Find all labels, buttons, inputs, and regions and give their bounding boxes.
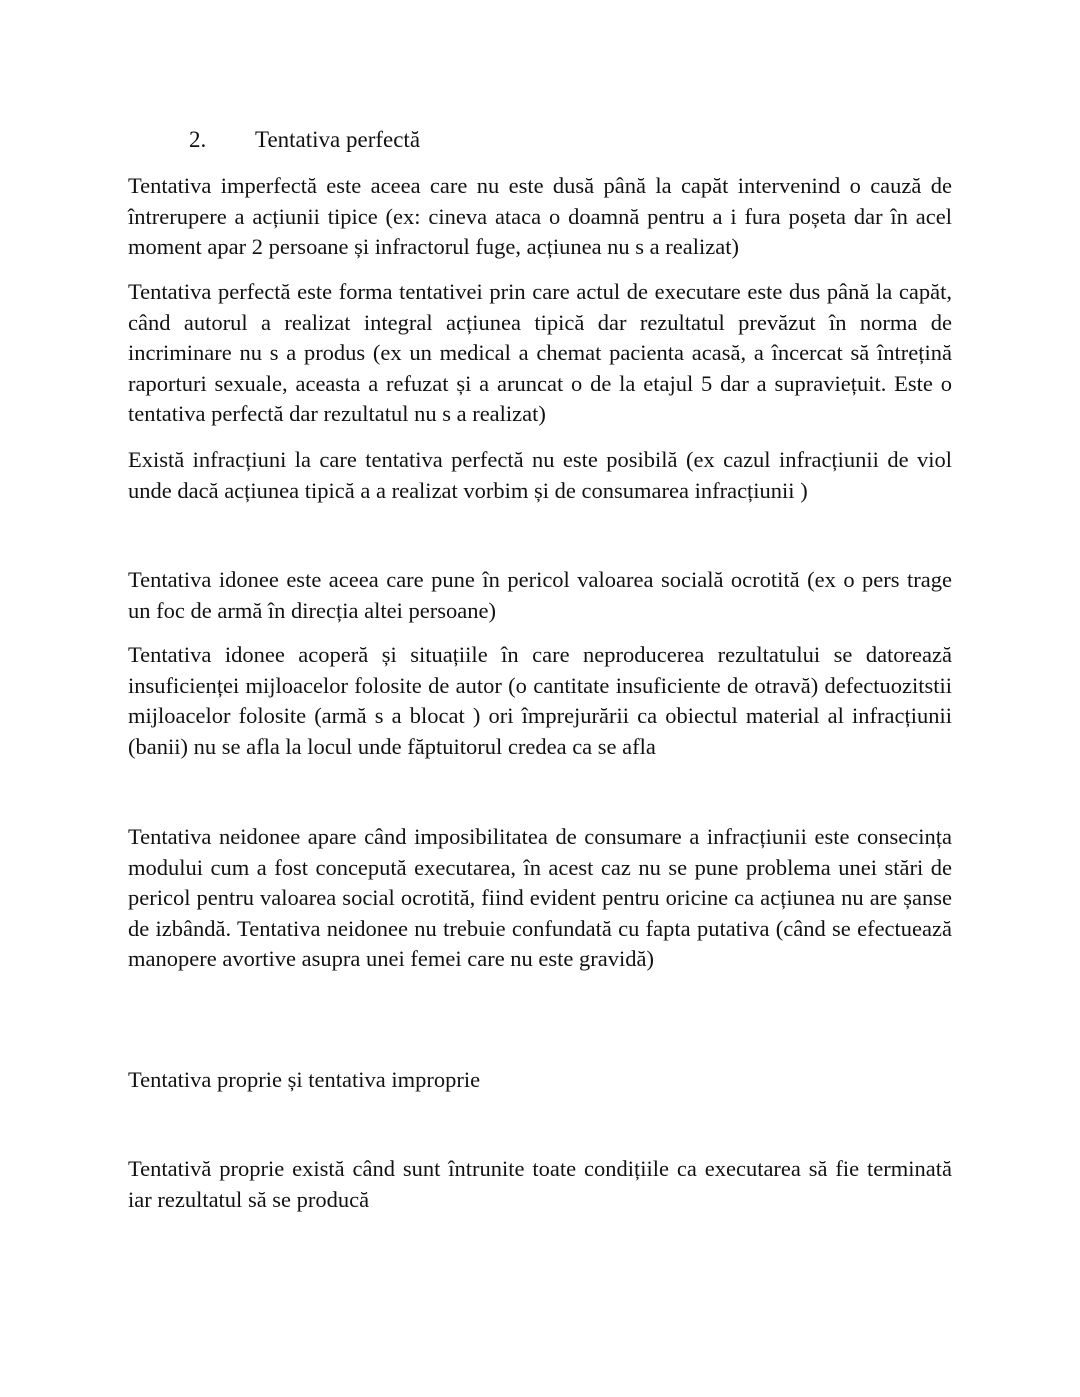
paragraph-exceptii: Există infracțiuni la care tentativa perfectă nu este posibilă (ex cazul infracțiunii de viol unde dacă acțiunea tipică a a realizat vorbim și de consumarea infracțiunii ) bbox=[128, 447, 952, 503]
paragraph-tentativa-idonee: Tentativa idonee este aceea care pune în pericol valoarea socială ocrotită (ex o pers trage un foc de armă în direcția altei persoane) bbox=[128, 567, 952, 623]
section-number: 2. bbox=[189, 127, 207, 152]
section-heading bbox=[189, 125, 420, 155]
paragraph-tentativa-perfecta: Tentativa perfectă este forma tentativei prin care actul de executare este dus până la capăt, când autorul a realizat integral acțiunea tipică dar rezultatul prevăzut în norma de incriminare nu s a produs (ex un medical a chemat pacienta acasă, a încercat să întrețină raporturi sexuale, aceasta a refuzat și a aruncat o de la etajul 5 dar a supraviețuit. Este o tentativa perfectă dar rezultatul nu s a realizat) bbox=[128, 279, 952, 426]
subheading-proprie-improprie: Tentativa proprie și tentativa improprie bbox=[128, 1067, 481, 1092]
paragraph-tentativa-imperfecta: Tentativa imperfectă este aceea care nu este dusă până la capăt intervenind o cauză de întrerupere a acțiunii tipice (ex: cineva ataca o doamnă pentru a i fura poșeta dar în acel moment apar 2 persoane și infractorul fuge, acțiunea nu s a realizat) bbox=[128, 173, 952, 259]
paragraph-tentativa-proprie: Tentativă proprie există când sunt întrunite toate condițiile ca executarea să fie terminată iar rezultatul să se producă bbox=[128, 1156, 952, 1212]
paragraph-tentativa-neidonee: Tentativa neidonee apare când imposibilitatea de consumare a infracțiunii este consecința modului cum a fost concepută executarea, în acest caz nu se pune problema unei stări de pericol pentru valoarea social ocrotită, fiind evident pentru oricine ca acțiunea nu are șanse de izbândă. Tentativa neidonee nu trebuie confundată cu fapta putativa (când se efectuează manopere avortive asupra unei femei care nu este gravidă) bbox=[128, 824, 952, 971]
section-title: Tentativa perfectă bbox=[255, 127, 421, 152]
paragraph-tentativa-idonee-situatii: Tentativa idonee acoperă și situațiile în care neproducerea rezultatului se datorează insuficienței mijloacelor folosite de autor (o cantitate insuficiente de otravă) defectuozitstii mijloacelor folosite (armă s a blocat ) ori împrejurării ca obiectul material al infracțiunii (banii) nu se afla la locul unde făptuitorul credea ca se afla bbox=[128, 642, 952, 759]
